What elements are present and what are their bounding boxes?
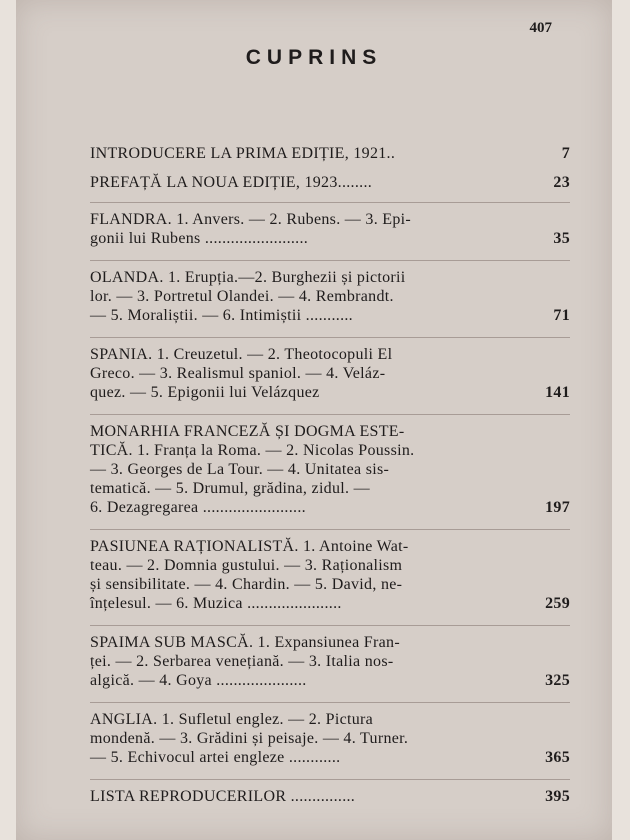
toc-entry-page: 23 <box>553 174 570 191</box>
toc-entry-page: 259 <box>545 595 570 612</box>
book-page <box>16 0 612 840</box>
toc-entry-line: OLANDA. 1. Erupția.—2. Burghezii și pictorii <box>90 269 406 286</box>
entry-separator <box>90 260 570 261</box>
toc-entry <box>90 537 570 613</box>
toc-entry-line: teau. — 2. Domnia gustului. — 3. Raționalism <box>90 557 403 574</box>
toc-entry-page: 141 <box>545 384 570 401</box>
toc-entry-line: — 5. Echivocul artei engleze ............ <box>90 749 341 766</box>
toc-entry <box>90 268 570 325</box>
toc-entry <box>90 144 570 163</box>
toc-entry-line: mondenă. — 3. Grădini și peisaje. — 4. Turner. <box>90 730 409 747</box>
toc-entry-line: ței. — 2. Serbarea venețiană. — 3. Italia nos- <box>90 653 394 670</box>
toc-entry-line: — 3. Georges de La Tour. — 4. Unitatea sis- <box>90 461 390 478</box>
toc-entry-line: TICĂ. 1. Franța la Roma. — 2. Nicolas Poussin. <box>90 442 415 459</box>
toc-entry-page: 197 <box>545 499 570 516</box>
toc-entry-line: lor. — 3. Portretul Olandei. — 4. Rembrandt. <box>90 288 394 305</box>
toc-entry <box>90 210 570 248</box>
toc-entry-line: gonii lui Rubens ........................ <box>90 230 309 247</box>
entry-separator <box>90 625 570 626</box>
toc-entry-line: 6. Dezagregarea ........................ <box>90 499 306 516</box>
toc-entry <box>90 173 570 192</box>
toc-entry <box>90 422 570 517</box>
toc-entry-page: 365 <box>545 749 570 766</box>
toc-entry-line: SPANIA. 1. Creuzetul. — 2. Theotocopuli El <box>90 346 393 363</box>
toc-entry-page: 71 <box>553 307 570 324</box>
toc-entry-line: înțelesul. — 6. Muzica ...................... <box>90 595 342 612</box>
entry-separator <box>90 779 570 780</box>
toc-entry-page: 325 <box>545 672 570 689</box>
toc-entry-line: PREFAȚĂ LA NOUA EDIȚIE, 1923........ <box>90 174 373 191</box>
toc-entry-line: FLANDRA. 1. Anvers. — 2. Rubens. — 3. Epi- <box>90 211 412 228</box>
toc-entry-line: LISTA REPRODUCERILOR ............... <box>90 788 356 805</box>
toc-entry-line: PASIUNEA RAȚIONALISTĂ. 1. Antoine Wat- <box>90 538 409 555</box>
page-title: CUPRINS <box>245 46 383 69</box>
entry-separator <box>90 529 570 530</box>
toc-entry-page: 35 <box>553 230 570 247</box>
page-number: 407 <box>529 20 552 36</box>
toc-entry-page: 7 <box>561 145 570 162</box>
toc-entry-line: tematică. — 5. Drumul, grădina, zidul. — <box>90 480 370 497</box>
toc-entry-line: Greco. — 3. Realismul spaniol. — 4. Veláz- <box>90 365 386 382</box>
toc-entry <box>90 345 570 402</box>
toc-entry-line: și sensibilitate. — 4. Chardin. — 5. David, ne- <box>90 576 403 593</box>
toc-entry-page: 395 <box>545 788 570 805</box>
toc-entry-line: ANGLIA. 1. Sufletul englez. — 2. Pictura <box>90 711 374 728</box>
toc-entry-line: INTRODUCERE LA PRIMA EDIȚIE, 1921.. <box>90 145 396 162</box>
table-of-contents <box>90 144 570 816</box>
toc-entry <box>90 710 570 767</box>
toc-entry-line: algică. — 4. Goya ..................... <box>90 672 307 689</box>
toc-entry <box>90 633 570 690</box>
toc-entry-line: — 5. Moraliștii. — 6. Intimiștii ........... <box>90 307 353 324</box>
entry-separator <box>90 202 570 203</box>
toc-entry-line: quez. — 5. Epigonii lui Velázquez <box>90 384 320 401</box>
entry-separator <box>90 414 570 415</box>
toc-entry-line: SPAIMA SUB MASCĂ. 1. Expansiunea Fran- <box>90 634 400 651</box>
toc-entry <box>90 787 570 806</box>
toc-entry-line: MONARHIA FRANCEZĂ ȘI DOGMA ESTE- <box>90 423 405 440</box>
entry-separator <box>90 337 570 338</box>
entry-separator <box>90 702 570 703</box>
